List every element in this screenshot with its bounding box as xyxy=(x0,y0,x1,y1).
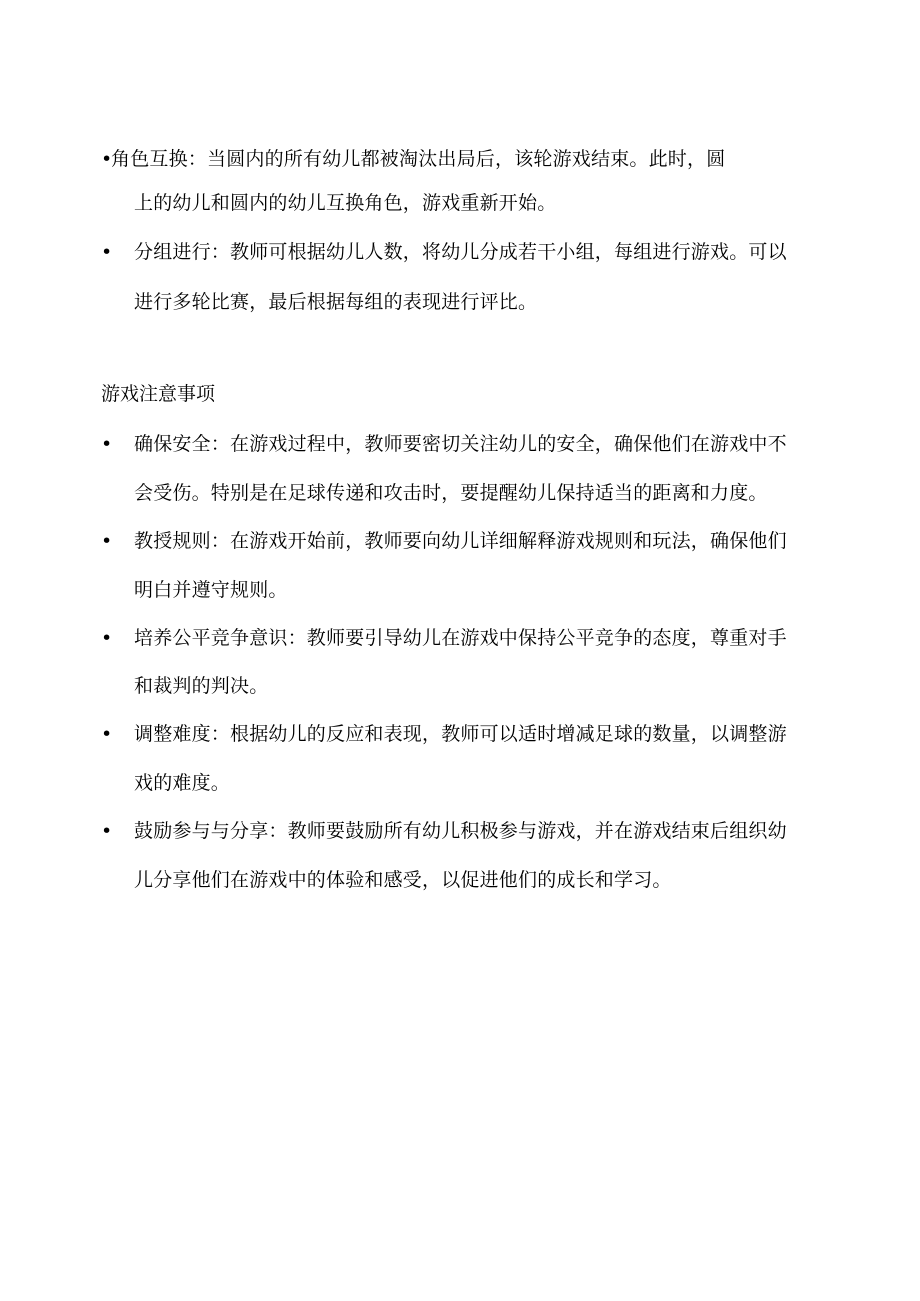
list-item-line: 分组进行：教师可根据幼儿人数，将幼儿分成若干小组，每组进行游戏。可以 xyxy=(134,241,787,263)
bullet-marker: • xyxy=(101,627,113,649)
list-item-line: 明白并遵守规则。 xyxy=(134,579,288,601)
list-item-line: 调整难度：根据幼儿的反应和表现，教师可以适时增减足球的数量，以调整游 xyxy=(134,723,787,745)
bullet-marker: • xyxy=(101,530,113,552)
list-item-line: 戏的难度。 xyxy=(134,772,231,794)
bullet-marker: • xyxy=(101,723,113,745)
list-item-line: 进行多轮比赛，最后根据每组的表现进行评比。 xyxy=(134,291,538,313)
list-item-line: 上的幼儿和圆内的幼儿互换角色，游戏重新开始。 xyxy=(134,192,557,214)
list-item-line: 培养公平竞争意识：教师要引导幼儿在游戏中保持公平竞争的态度，尊重对手 xyxy=(134,627,787,649)
list-item-line: 和裁判的判决。 xyxy=(134,675,269,697)
bullet-marker: • xyxy=(101,148,113,170)
section-heading: 游戏注意事项 xyxy=(101,383,216,405)
list-item-line: 确保安全：在游戏过程中，教师要密切关注幼儿的安全，确保他们在游戏中不 xyxy=(134,433,787,455)
list-item-line: 鼓励参与与分享：教师要鼓励所有幼儿积极参与游戏，并在游戏结束后组织幼 xyxy=(134,820,787,842)
list-item-line: 角色互换：当圆内的所有幼儿都被淘汰出局后，该轮游戏结束。此时，圆 xyxy=(111,148,726,170)
list-item-line: 儿分享他们在游戏中的体验和感受，以促进他们的成长和学习。 xyxy=(134,869,672,891)
bullet-marker: • xyxy=(101,820,113,842)
list-item-line: 教授规则：在游戏开始前，教师要向幼儿详细解释游戏规则和玩法，确保他们 xyxy=(134,530,787,552)
bullet-marker: • xyxy=(101,241,113,263)
list-item-line: 会受伤。特别是在足球传递和攻击时，要提醒幼儿保持适当的距离和力度。 xyxy=(134,482,768,504)
bullet-marker: • xyxy=(101,433,113,455)
